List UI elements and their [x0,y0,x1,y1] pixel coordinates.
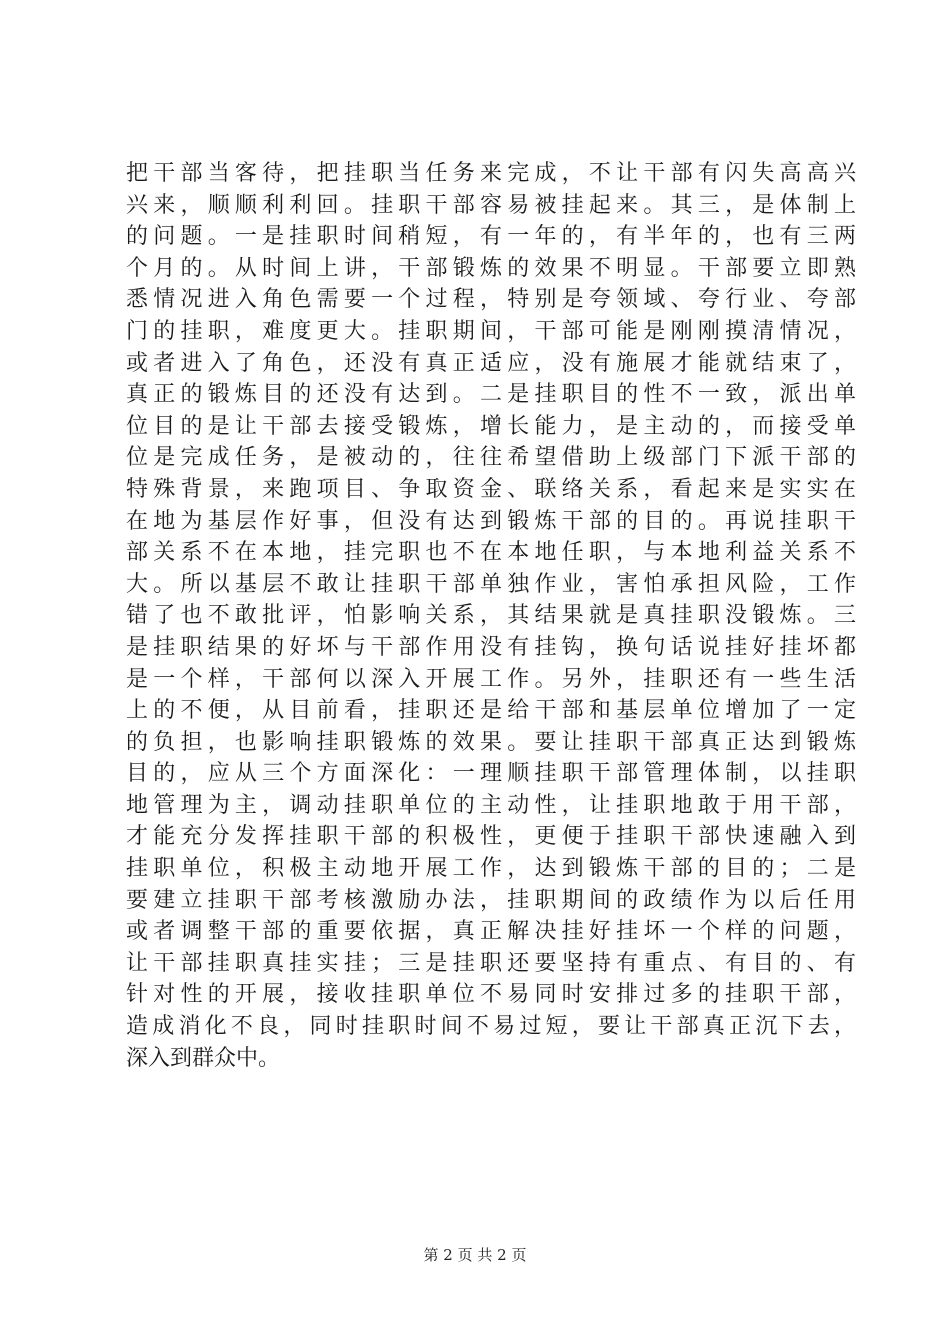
text-line: 部关系不在本地，挂完职也不在本地任职，与本地利益关系不 [126,540,856,566]
text-line: 或者进入了角色，还没有真正适应，没有施展才能就结束了， [126,350,856,376]
text-line: 是一个样，干部何以深入开展工作。另外，挂职还有一些生活 [126,666,856,692]
text-line: 才能充分发挥挂职干部的积极性，更便于挂职干部快速融入到 [126,824,856,850]
text-line: 悉情况进入角色需要一个过程，特别是夸领域、夸行业、夸部 [126,287,856,313]
text-line: 地管理为主，调动挂职单位的主动性，让挂职地敢于用干部， [126,792,856,818]
text-line: 的负担，也影响挂职锻炼的效果。要让挂职干部真正达到锻炼 [126,729,856,755]
text-line: 要建立挂职干部考核激励办法，挂职期间的政绩作为以后任用 [126,887,856,913]
text-line: 或者调整干部的重要依据，真正解决挂好挂坏一个样的问题， [126,919,856,945]
text-line: 上的不便，从目前看，挂职还是给干部和基层单位增加了一定 [126,698,856,724]
page-number-footer: 第 2 页 共 2 页 [423,1246,527,1264]
text-line: 位是完成任务，是被动的，往往希望借助上级部门下派干部的 [126,445,856,471]
text-line: 深入到群众中。 [126,1045,281,1071]
text-line: 真正的锻炼目的还没有达到。二是挂职目的性不一致，派出单 [126,382,856,408]
text-line: 目的，应从三个方面深化：一理顺挂职干部管理体制，以挂职 [126,761,856,787]
text-line: 错了也不敢批评，怕影响关系，其结果就是真挂职没锻炼。三 [126,603,856,629]
text-line: 门的挂职，难度更大。挂职期间，干部可能是刚刚摸清情况， [126,318,856,344]
text-line: 在地为基层作好事，但没有达到锻炼干部的目的。再说挂职干 [126,508,856,534]
text-line: 个月的。从时间上讲，干部锻炼的效果不明显。干部要立即熟 [126,255,856,281]
text-line: 挂职单位，积极主动地开展工作，达到锻炼干部的目的；二是 [126,856,856,882]
text-line: 的问题。一是挂职时间稍短，有一年的，有半年的，也有三两 [126,224,856,250]
body-text [126,158,856,1074]
text-line: 造成消化不良，同时挂职时间不易过短，要让干部真正沉下去， [126,1014,856,1040]
text-line: 特殊背景，来跑项目、争取资金、联络关系，看起来是实实在 [126,476,856,502]
text-line: 让干部挂职真挂实挂；三是挂职还要坚持有重点、有目的、有 [126,950,856,976]
text-line: 针对性的开展，接收挂职单位不易同时安排过多的挂职干部， [126,982,856,1008]
text-line: 大。所以基层不敢让挂职干部单独作业，害怕承担风险，工作 [126,571,856,597]
text-line: 位目的是让干部去接受锻炼，增长能力，是主动的，而接受单 [126,413,856,439]
text-line: 是挂职结果的好坏与干部作用没有挂钩，换句话说挂好挂坏都 [126,634,856,660]
text-line: 兴来，顺顺利利回。挂职干部容易被挂起来。其三，是体制上 [126,192,856,218]
text-line: 把干部当客待，把挂职当任务来完成，不让干部有闪失高高兴 [126,161,856,186]
